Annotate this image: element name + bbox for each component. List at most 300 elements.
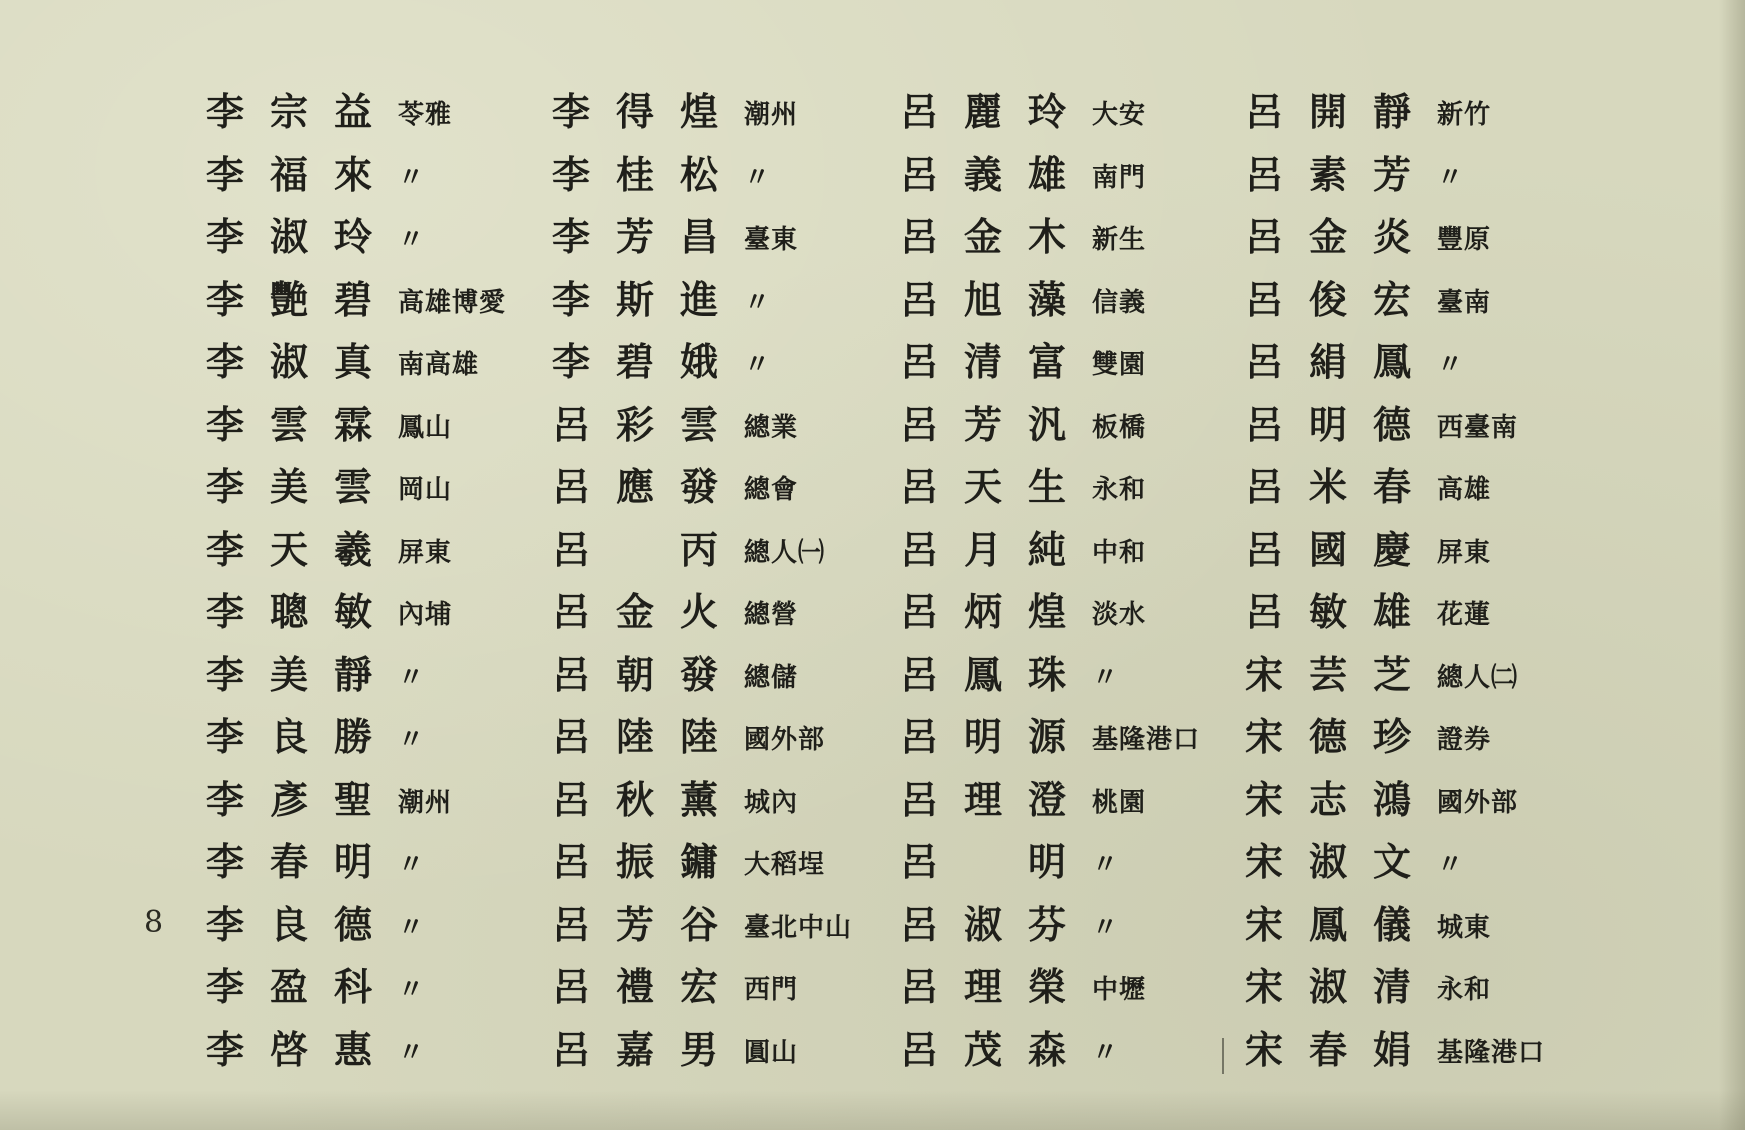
person-name	[206, 403, 398, 447]
name-character: 彩	[616, 401, 655, 447]
name-character: 昌	[680, 214, 719, 259]
branch-location: 〃	[398, 912, 426, 943]
list-item	[1245, 834, 1595, 897]
name-character: 李	[206, 589, 245, 634]
name-character: 敏	[1309, 589, 1348, 634]
name-character: 呂	[900, 964, 939, 1009]
name-character	[964, 840, 1028, 884]
name-character: 李	[206, 214, 245, 259]
person-name	[900, 528, 1092, 572]
person-name	[900, 1028, 1092, 1072]
name-character: 來	[334, 151, 373, 197]
branch-location: 內埔	[398, 600, 453, 630]
list-item	[552, 459, 902, 522]
name-character: 春	[1373, 464, 1412, 509]
name-character: 鏞	[680, 839, 719, 884]
name-character: 宋	[1245, 714, 1284, 759]
name-character: 盈	[270, 964, 309, 1009]
list-item	[552, 84, 902, 147]
person-name	[900, 590, 1092, 634]
name-character: 雄	[1373, 589, 1412, 634]
name-character: 呂	[900, 89, 939, 134]
person-name	[552, 653, 744, 697]
name-character: 秋	[616, 776, 655, 822]
name-character: 汎	[1028, 401, 1067, 447]
person-name	[900, 965, 1092, 1009]
name-character: 淑	[270, 214, 309, 259]
name-character: 發	[680, 651, 719, 697]
name-character: 金	[964, 214, 1003, 259]
branch-location: 總人㈡	[1437, 662, 1519, 693]
name-character: 理	[964, 776, 1003, 822]
name-character: 李	[552, 151, 591, 197]
list-item	[206, 709, 556, 772]
list-item	[1245, 147, 1595, 210]
name-character: 呂	[552, 901, 591, 947]
name-character: 呂	[552, 464, 591, 509]
name-character: 惠	[334, 1026, 373, 1072]
person-name	[1245, 965, 1437, 1009]
branch-location: 新生	[1092, 225, 1147, 255]
branch-location: 南門	[1092, 162, 1147, 193]
name-character: 呂	[552, 776, 591, 822]
name-character: 李	[206, 151, 245, 197]
list-item	[1245, 84, 1595, 147]
name-character: 李	[206, 89, 245, 134]
name-character: 振	[616, 839, 655, 884]
list-item	[206, 772, 556, 835]
name-character: 藻	[1028, 276, 1067, 322]
person-name	[900, 340, 1092, 384]
person-name	[1245, 465, 1437, 509]
name-column-2	[552, 84, 902, 1084]
name-character: 宋	[1245, 839, 1284, 884]
name-character: 呂	[1245, 464, 1284, 509]
list-item	[552, 272, 902, 335]
name-character: 珍	[1373, 714, 1412, 759]
page-edge-shadow	[1719, 0, 1745, 1130]
person-name	[900, 153, 1092, 197]
list-item	[552, 709, 902, 772]
list-item	[206, 834, 556, 897]
branch-location: 潮州	[744, 100, 799, 130]
name-character: 澄	[1028, 776, 1067, 822]
list-item	[206, 647, 556, 710]
list-item	[552, 522, 902, 585]
person-name	[900, 403, 1092, 447]
name-character: 呂	[900, 464, 939, 509]
name-character: 發	[680, 464, 719, 509]
name-character: 鴻	[1373, 776, 1412, 822]
name-character: 宋	[1245, 964, 1284, 1009]
name-character: 淑	[964, 901, 1003, 947]
branch-location: 大稻埕	[744, 850, 826, 880]
list-item	[206, 397, 556, 460]
list-item	[206, 147, 556, 210]
list-item	[552, 834, 902, 897]
name-character: 呂	[900, 589, 939, 634]
person-name	[552, 715, 744, 759]
name-character: 呂	[900, 401, 939, 447]
name-character: 玲	[1028, 89, 1067, 134]
name-character: 聰	[270, 589, 309, 634]
list-item	[552, 772, 902, 835]
name-character: 鳳	[1373, 339, 1412, 384]
branch-location: 臺北中山	[744, 912, 853, 943]
list-item	[206, 522, 556, 585]
list-item	[900, 84, 1250, 147]
name-character: 慶	[1373, 526, 1412, 572]
name-character: 鳳	[1309, 901, 1348, 947]
person-name	[1245, 778, 1437, 822]
branch-location: 〃	[398, 225, 426, 255]
name-character: 國	[1309, 526, 1348, 572]
name-character: 敏	[334, 589, 373, 634]
name-character: 朝	[616, 651, 655, 697]
name-character: 文	[1373, 839, 1412, 884]
name-character: 進	[680, 276, 719, 322]
branch-location: 大安	[1092, 100, 1147, 130]
name-character: 羲	[334, 526, 373, 572]
person-name	[206, 465, 398, 509]
name-character: 珠	[1028, 651, 1067, 697]
person-name	[900, 903, 1092, 947]
name-character: 碧	[616, 339, 655, 384]
name-character: 彥	[270, 776, 309, 822]
list-item	[900, 709, 1250, 772]
list-item	[206, 84, 556, 147]
list-item	[900, 897, 1250, 960]
branch-location: 圓山	[744, 1037, 799, 1068]
name-character: 桂	[616, 151, 655, 197]
person-name	[206, 278, 398, 322]
name-character: 松	[680, 151, 719, 197]
person-name	[552, 340, 744, 384]
person-name	[206, 715, 398, 759]
list-item	[1245, 522, 1595, 585]
name-character: 良	[270, 901, 309, 947]
branch-location: 國外部	[1437, 787, 1519, 818]
branch-location: 證券	[1437, 725, 1492, 755]
name-character: 陸	[616, 714, 655, 759]
branch-location: 花蓮	[1437, 600, 1492, 630]
name-character: 雲	[270, 401, 309, 447]
name-character: 斯	[616, 276, 655, 322]
name-column-3	[900, 84, 1250, 1084]
name-character: 炎	[1373, 214, 1412, 259]
list-item	[900, 522, 1250, 585]
branch-location: 城東	[1437, 912, 1492, 943]
list-item	[1245, 209, 1595, 272]
name-character: 陸	[680, 714, 719, 759]
name-character: 宋	[1245, 901, 1284, 947]
branch-location: 〃	[1092, 850, 1120, 880]
person-name	[552, 903, 744, 947]
name-character: 李	[206, 1026, 245, 1072]
name-character: 天	[270, 526, 309, 572]
name-character: 德	[1309, 714, 1348, 759]
branch-location: 〃	[1092, 912, 1120, 943]
page-bottom-shadow	[0, 1090, 1745, 1130]
name-character: 富	[1028, 339, 1067, 384]
branch-location: 基隆港口	[1092, 725, 1201, 755]
name-character: 聖	[334, 776, 373, 822]
branch-location: 〃	[1437, 850, 1465, 880]
name-character: 呂	[552, 1026, 591, 1072]
list-item	[900, 959, 1250, 1022]
person-name	[900, 653, 1092, 697]
name-character: 靜	[1373, 89, 1412, 134]
list-item	[900, 272, 1250, 335]
name-character: 谷	[680, 901, 719, 947]
name-character: 宏	[1373, 276, 1412, 322]
name-character: 金	[1309, 214, 1348, 259]
name-character: 芬	[1028, 901, 1067, 947]
person-name	[1245, 903, 1437, 947]
branch-location: 〃	[398, 662, 426, 693]
person-name	[552, 215, 744, 259]
name-character: 呂	[552, 526, 591, 572]
name-character: 科	[334, 964, 373, 1009]
name-character: 淑	[270, 339, 309, 384]
branch-location: 〃	[744, 162, 772, 193]
person-name	[900, 715, 1092, 759]
name-character: 呂	[900, 526, 939, 572]
list-item	[552, 584, 902, 647]
branch-location: 總業	[744, 412, 799, 443]
name-character: 德	[1373, 401, 1412, 447]
name-character: 李	[552, 214, 591, 259]
name-character: 李	[206, 839, 245, 884]
person-name	[206, 528, 398, 572]
name-character: 儀	[1373, 901, 1412, 947]
name-character: 李	[206, 651, 245, 697]
list-item	[900, 459, 1250, 522]
person-name	[552, 90, 744, 134]
person-name	[1245, 1028, 1437, 1072]
name-character: 德	[334, 901, 373, 947]
list-item	[1245, 709, 1595, 772]
branch-location: 潮州	[398, 787, 453, 818]
name-character: 艷	[270, 276, 309, 322]
name-character: 禮	[616, 964, 655, 1009]
list-item	[552, 1022, 902, 1085]
person-name	[552, 590, 744, 634]
list-item	[1245, 272, 1595, 335]
list-item	[1245, 584, 1595, 647]
name-character: 呂	[900, 339, 939, 384]
name-character: 李	[552, 89, 591, 134]
list-item	[552, 334, 902, 397]
branch-location: 苓雅	[398, 100, 453, 130]
branch-location: 〃	[744, 287, 772, 318]
branch-location: 淡水	[1092, 600, 1147, 630]
person-name	[900, 465, 1092, 509]
person-name	[1245, 153, 1437, 197]
list-item	[552, 897, 902, 960]
name-character: 宋	[1245, 1026, 1284, 1072]
name-character: 真	[334, 339, 373, 384]
name-character: 呂	[1245, 589, 1284, 634]
name-character: 宏	[680, 964, 719, 1009]
person-name	[206, 965, 398, 1009]
branch-location: 雙園	[1092, 350, 1147, 380]
branch-location: 〃	[398, 162, 426, 193]
name-character: 宋	[1245, 651, 1284, 697]
name-character: 芳	[964, 401, 1003, 447]
branch-location: 〃	[744, 350, 772, 380]
name-character: 娥	[680, 339, 719, 384]
branch-location: 桃園	[1092, 787, 1147, 818]
name-character: 理	[964, 964, 1003, 1009]
branch-location: 鳳山	[398, 412, 453, 443]
person-name	[900, 278, 1092, 322]
name-character: 宗	[270, 89, 309, 134]
branch-location: 臺東	[744, 225, 799, 255]
name-character: 清	[1373, 964, 1412, 1009]
branch-location: 〃	[1092, 662, 1120, 693]
person-name	[206, 653, 398, 697]
name-character: 碧	[334, 276, 373, 322]
list-item	[1245, 959, 1595, 1022]
branch-location: 中壢	[1092, 975, 1147, 1005]
list-item	[900, 647, 1250, 710]
list-item	[552, 147, 902, 210]
name-character: 得	[616, 89, 655, 134]
name-character: 春	[1309, 1026, 1348, 1072]
list-item	[1245, 459, 1595, 522]
list-item	[206, 897, 556, 960]
list-item	[900, 584, 1250, 647]
name-character: 呂	[900, 776, 939, 822]
branch-location: 中和	[1092, 537, 1147, 568]
branch-location: 西臺南	[1437, 412, 1519, 443]
name-character: 呂	[900, 1026, 939, 1072]
name-character: 月	[964, 526, 1003, 572]
list-item	[552, 397, 902, 460]
branch-location: 高雄	[1437, 475, 1492, 505]
person-name	[206, 778, 398, 822]
name-character: 芳	[616, 214, 655, 259]
name-character: 生	[1028, 464, 1067, 509]
person-name	[552, 840, 744, 884]
name-character: 源	[1028, 714, 1067, 759]
person-name	[552, 1028, 744, 1072]
branch-location: 西門	[744, 975, 799, 1005]
name-character: 榮	[1028, 964, 1067, 1009]
list-item	[900, 772, 1250, 835]
name-character: 芳	[616, 901, 655, 947]
name-character: 志	[1309, 776, 1348, 822]
person-name	[552, 778, 744, 822]
name-character: 李	[206, 339, 245, 384]
name-column-4	[1245, 84, 1595, 1084]
name-character: 男	[680, 1026, 719, 1072]
branch-location: 臺南	[1437, 287, 1492, 318]
name-character: 娟	[1373, 1026, 1412, 1072]
name-character: 金	[616, 589, 655, 634]
name-character: 淑	[1309, 839, 1348, 884]
name-character: 春	[270, 839, 309, 884]
name-character: 宋	[1245, 776, 1284, 822]
name-character: 李	[206, 276, 245, 322]
list-item	[900, 397, 1250, 460]
name-character: 薰	[680, 776, 719, 822]
branch-location: 〃	[1092, 1037, 1120, 1068]
name-character: 麗	[964, 89, 1003, 134]
person-name	[1245, 278, 1437, 322]
branch-location: 總營	[744, 600, 799, 630]
name-character: 呂	[900, 714, 939, 759]
name-character: 素	[1309, 151, 1348, 197]
name-character: 茂	[964, 1026, 1003, 1072]
name-character: 勝	[334, 714, 373, 759]
name-character: 芸	[1309, 651, 1348, 697]
name-character: 靜	[334, 651, 373, 697]
name-character: 米	[1309, 464, 1348, 509]
name-character: 李	[206, 401, 245, 447]
name-character: 呂	[900, 276, 939, 322]
name-character: 呂	[900, 901, 939, 947]
name-character: 呂	[552, 401, 591, 447]
list-item	[206, 959, 556, 1022]
list-item	[552, 209, 902, 272]
name-character: 義	[964, 151, 1003, 197]
name-character	[616, 528, 680, 572]
person-name	[206, 153, 398, 197]
branch-location: 〃	[398, 975, 426, 1005]
name-character: 嘉	[616, 1026, 655, 1072]
name-character: 呂	[900, 651, 939, 697]
branch-location: 總會	[744, 475, 799, 505]
branch-location: 南高雄	[398, 350, 480, 380]
name-character: 呂	[900, 839, 939, 884]
branch-location: 〃	[398, 725, 426, 755]
person-name	[1245, 840, 1437, 884]
list-item	[1245, 1022, 1595, 1085]
list-item	[206, 334, 556, 397]
name-character: 李	[206, 464, 245, 509]
name-character: 美	[270, 651, 309, 697]
branch-location: 〃	[398, 850, 426, 880]
person-name	[552, 278, 744, 322]
person-name	[206, 840, 398, 884]
name-character: 李	[206, 776, 245, 822]
branch-location: 〃	[398, 1037, 426, 1068]
branch-location: 屏東	[398, 537, 453, 568]
name-character: 開	[1309, 89, 1348, 134]
branch-location: 〃	[1437, 162, 1465, 193]
person-name	[1245, 340, 1437, 384]
person-name	[1245, 215, 1437, 259]
name-character: 木	[1028, 214, 1067, 259]
list-item	[206, 209, 556, 272]
name-character: 應	[616, 464, 655, 509]
list-item	[1245, 334, 1595, 397]
name-character: 呂	[1245, 214, 1284, 259]
name-character: 明	[1309, 401, 1348, 447]
person-name	[552, 153, 744, 197]
person-name	[206, 590, 398, 634]
person-name	[1245, 715, 1437, 759]
list-item	[206, 1022, 556, 1085]
list-item	[900, 1022, 1250, 1085]
person-name	[206, 903, 398, 947]
name-character: 李	[206, 714, 245, 759]
name-character: 玲	[334, 214, 373, 259]
list-item	[900, 834, 1250, 897]
name-character: 益	[334, 89, 373, 134]
